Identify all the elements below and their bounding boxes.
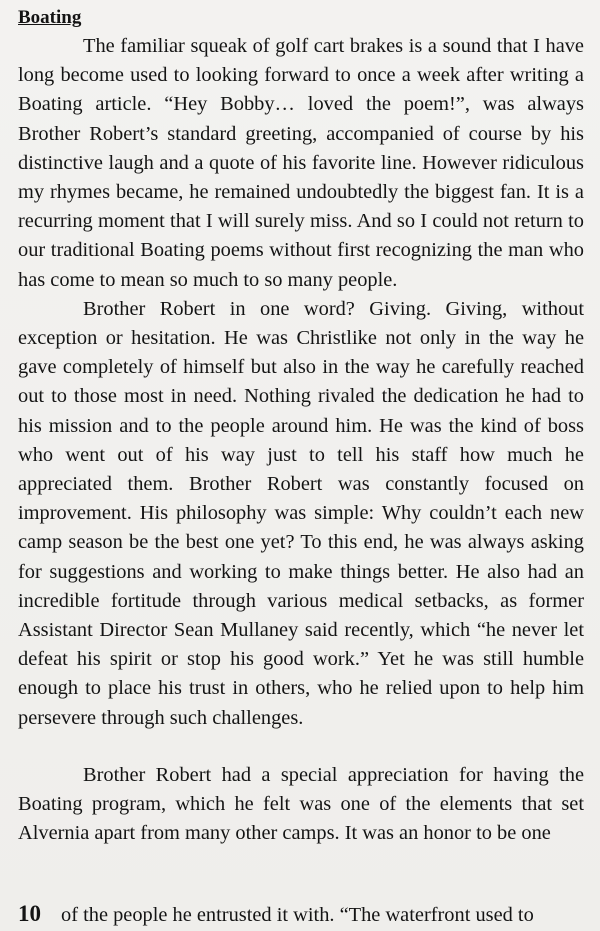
- paragraph-3: Brother Robert had a special appreciation for having the Boating program, which he felt was one of the elements that set Alvernia apart from many other camps. It was an honor to be one: [18, 763, 584, 845]
- paragraph-1: The familiar squeak of golf cart brakes is a sound that I have long become used to looking forward to once a week after writing a Boating article. “Hey Bobby… loved the poem!”, was always Brother Robert’s standard greeting, accompanied of course by his distinctive laugh and a quote of his favorite line. However ridiculous my rhymes became, he remained undoubtedly the biggest fan. It is a recurring moment that I will surely miss. And so I could not return to our traditional Boating poems without first recognizing the man who has come to mean so much to so many people.: [18, 35, 584, 291]
- paragraph-2: Brother Robert in one word? Giving. Giving, without exception or hesitation. He was Christlike not only in the way he gave completely of himself but also in the way he carefully reached out to those most in need. Nothing rivaled the dedication he had to his mission and to the people around him. He was the kind of boss who went out of his way just to tell his staff how much he appreciated them. Brother Robert was constantly focused on improvement. His philosophy was simple: Why couldn’t each new camp season be the best one yet? To this end, he was always asking for suggestions and working to make things better. He also had an incredible fortitude through various medical setbacks, as former Assistant Director Sean Mullaney said recently, which “he never let defeat his spirit or stop his good work.” Yet he was still humble enough to place his trust in others, who he relied upon to help him persevere through such challenges.: [18, 297, 584, 729]
- article-heading: Boating: [18, 7, 82, 28]
- page-number: 10: [18, 901, 41, 926]
- page-footer-line: [18, 899, 584, 929]
- paragraph-3-continuation: of the people he entrusted it with. “The waterfront used to: [61, 904, 534, 926]
